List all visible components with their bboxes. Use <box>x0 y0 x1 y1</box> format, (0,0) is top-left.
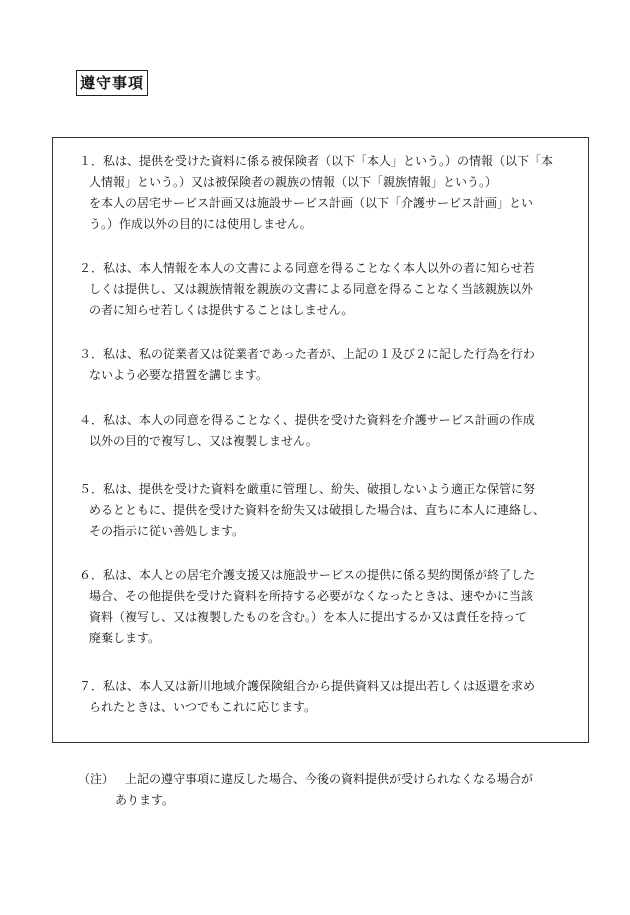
footnote-label: （注） <box>78 772 115 786</box>
term-item-5 <box>79 479 574 542</box>
term-3-line-1: ３．私は、私の従業者又は従業者であった者が、上記の１及び２に記した行為を行わ <box>79 347 535 361</box>
term-7-line-2: られたときは、いつでもこれに応じます。 <box>89 700 317 714</box>
term-2-line-1: ２．私は、本人情報を本人の文書による同意を得ることなく本人以外の者に知らせ若 <box>79 261 535 275</box>
term-5-line-2: めるとともに、提供を受けた資料を紛失又は破損した場合は、直ちに本人に連絡し、 <box>89 503 546 517</box>
term-1-line-2: 人情報」という。）又は被保険者の親族の情報（以下「親族情報」という。） <box>89 175 498 189</box>
term-4-line-2: 以外の目的で複写し、又は複製しません。 <box>89 434 318 448</box>
footnote-line-2: あります。 <box>115 793 175 807</box>
term-item-6 <box>79 565 574 649</box>
term-1-line-4: う。）作成以外の目的には使用しません。 <box>89 217 312 231</box>
term-5-line-1: ５．私は、提供を受けた資料を厳重に管理し、紛失、破損しないよう適正な保管に努 <box>79 482 536 496</box>
term-item-3 <box>79 344 574 386</box>
term-2-line-3: の者に知らせ若しくは提供することはしません。 <box>89 303 354 317</box>
term-6-line-4: 廃棄します。 <box>89 631 161 645</box>
page-title: 遵守事項 <box>76 70 148 96</box>
term-item-2 <box>79 258 574 321</box>
term-3-line-2: ないよう必要な措置を講じます。 <box>89 368 269 382</box>
footnote <box>78 769 533 811</box>
term-2-line-2: しくは提供し、又は親族情報を親族の文書による同意を得ることなく当該親族以外 <box>89 282 534 296</box>
term-4-line-1: ４．私は、本人の同意を得ることなく、提供を受けた資料を介護サービス計画の作成 <box>79 413 535 427</box>
term-7-line-1: ７．私は、本人又は新川地域介護保険組合から提供資料又は提出若しくは返還を求め <box>79 679 536 693</box>
terms-box <box>52 137 589 743</box>
term-6-line-1: ６．私は、本人との居宅介護支援又は施設サービスの提供に係る契約関係が終了した <box>79 568 536 582</box>
term-5-line-3: その指示に従い善処します。 <box>89 524 245 538</box>
term-1-line-1: １．私は、提供を受けた資料に係る被保険者（以下「本人」という。）の情報（以下「本 <box>79 154 554 168</box>
term-1-line-3: を本人の居宅サービス計画又は施設サービス計画（以下「介護サービス計画」とい <box>89 196 534 210</box>
term-item-1 <box>79 151 574 235</box>
footnote-line-1: 上記の遵守事項に違反した場合、今後の資料提供が受けられなくなる場合が <box>125 772 534 786</box>
term-6-line-2: 場合、その他提供を受けた資料を所持する必要がなくなったときは、速やかに当該 <box>89 589 534 603</box>
term-6-line-3: 資料（複写し、又は複製したものを含む。）を本人に提出するか又は責任を持って <box>89 610 528 624</box>
term-item-4 <box>79 410 574 452</box>
term-item-7 <box>79 676 574 718</box>
